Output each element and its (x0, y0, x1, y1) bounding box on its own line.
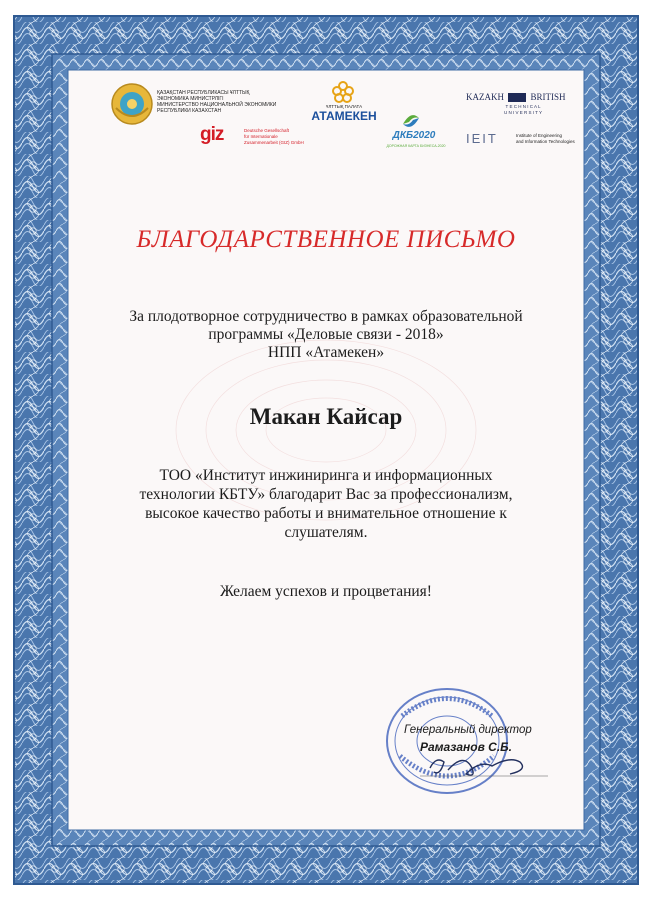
recipient-name: Макан Кайсар (249, 404, 403, 429)
body-line: ТОО «Институт инжиниринга и информационных (159, 467, 493, 484)
intro-line: За плодотворное сотрудничество в рамках образовательной (129, 308, 523, 325)
atameken-logo: АТАМЕКЕН (311, 109, 377, 123)
body-text (70, 466, 582, 542)
ministry-line: РЕСПУБЛИКИ КАЗАХСТАН (157, 108, 222, 114)
partner-logos (0, 0, 649, 170)
atameken-emblem-icon (330, 80, 356, 104)
certificate-title: БЛАГОДАРСТВЕННОЕ ПИСЬМО (136, 226, 516, 253)
signatory-name: Рамазанов С.Б. (420, 740, 513, 754)
dkb-emblem-icon (401, 112, 421, 130)
ministry-line: ЭКОНОМИКА МИНИСТРЛІГІ (157, 96, 224, 102)
dkb-subtitle: ДОРОЖНАЯ КАРТА БИЗНЕСА-2020 (386, 144, 446, 148)
signatory-title: Генеральный директор (404, 724, 532, 736)
kbtu-left: KAZAKH (466, 92, 504, 102)
giz-logo: giz (200, 124, 224, 145)
atameken-top: ҰЛТТЫҚ ПАЛАТА (325, 104, 363, 109)
handwritten-signature-icon (420, 748, 550, 788)
kbtu-building-icon (508, 93, 526, 102)
kazakhstan-emblem-icon (110, 82, 154, 126)
kbtu-logo (466, 92, 576, 102)
ieit-logo: IEIT (466, 131, 498, 146)
ieit-line: Institute of Engineering (516, 133, 563, 138)
kbtu-sub1: T E C H N I C A L (505, 104, 541, 109)
closing-wish: Желаем успехов и процветания! (220, 583, 432, 600)
giz-line: Zusammenarbeit (GIZ) GmbH (244, 140, 304, 145)
ministry-line: МИНИСТЕРСТВО НАЦИОНАЛЬНОЙ ЭКОНОМИКИ (157, 102, 277, 108)
ministry-caption (157, 90, 287, 114)
dkb-logo: ДКБ2020 (392, 130, 436, 141)
ministry-line: ҚАЗАҚСТАН РЕСПУБЛИКАСЫ ҰЛТТЫҚ (157, 90, 250, 96)
body-line: слушателям. (284, 524, 368, 541)
kbtu-right: BRITISH (530, 92, 566, 102)
intro-line: НПП «Атамекен» (267, 344, 385, 361)
body-line: технологии КБТУ» благодарит Вас за профессионализм, (139, 486, 513, 503)
intro-text (70, 308, 582, 362)
giz-line: für Internationale (244, 134, 278, 139)
giz-line: Deutsche Gesellschaft (244, 128, 290, 133)
intro-line: программы «Деловые связи - 2018» (208, 326, 444, 343)
giz-caption (244, 128, 324, 146)
kbtu-sub2: U N I V E R S I T Y (503, 110, 542, 115)
ieit-line: and Information Technologies (516, 139, 575, 144)
ieit-caption (516, 133, 586, 145)
body-line: высокое качество работы и внимательное отношение к (145, 505, 507, 522)
